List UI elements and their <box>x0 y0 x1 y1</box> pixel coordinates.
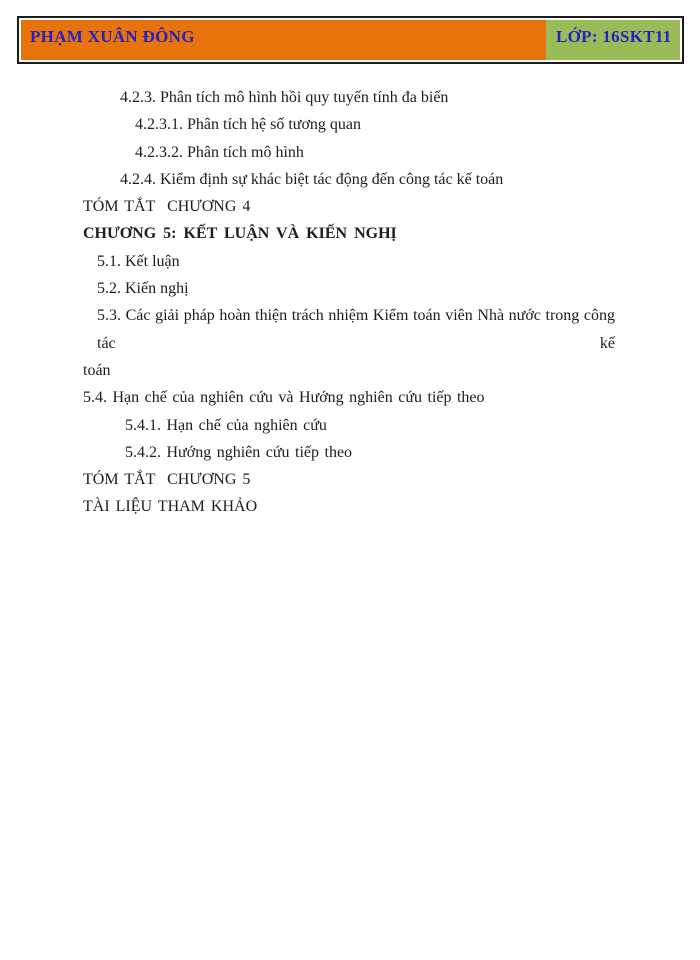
header-author-section <box>21 20 546 60</box>
header-class-section <box>546 20 680 60</box>
toc-line: 5.4. Hạn chế của nghiên cứu và Hướng nghiên cứu tiếp theo <box>83 389 485 407</box>
toc-line: 4.2.3. Phân tích mô hình hồi quy tuyến tính đa biến <box>120 89 449 106</box>
header-bar <box>21 20 680 60</box>
toc-line: 4.2.3.1. Phân tích hệ số tương quan <box>135 116 361 134</box>
toc-line-references: TÀI LIỆU THAM KHẢO <box>83 498 258 516</box>
author-name-label: PHẠM XUÂN ĐÔNG <box>30 27 195 46</box>
toc-line: 5.4.2. Hướng nghiên cứu tiếp theo <box>125 443 353 461</box>
toc-line: 5.1. Kết luận <box>97 252 180 270</box>
toc-line-chapter-summary: TÓM TẮT CHƯƠNG 5 <box>83 471 251 489</box>
toc-line-chapter-heading: CHƯƠNG 5: KẾT LUẬN VÀ KIẾN NGHỊ <box>83 225 397 243</box>
toc-line: 5.2. Kiến nghị <box>97 280 189 298</box>
toc-line: 5.4.1. Hạn chế của nghiên cứu <box>125 416 327 434</box>
toc-line: 4.2.3.2. Phân tích mô hình <box>135 143 304 161</box>
table-of-contents <box>83 84 619 521</box>
toc-line-wrap-continuation: toán <box>83 361 111 379</box>
page-header-banner <box>17 16 684 64</box>
toc-line: 5.3. Các giải pháp hoàn thiện trách nhiệm Kiểm toán viên Nhà nước trong công tác kế <box>97 307 615 352</box>
class-label: LỚP: 16SKT11 <box>556 27 672 46</box>
toc-line: 4.2.4. Kiểm định sự khác biệt tác động đến công tác kế toán <box>120 170 504 188</box>
toc-line-chapter-summary: TÓM TẮT CHƯƠNG 4 <box>83 198 251 216</box>
